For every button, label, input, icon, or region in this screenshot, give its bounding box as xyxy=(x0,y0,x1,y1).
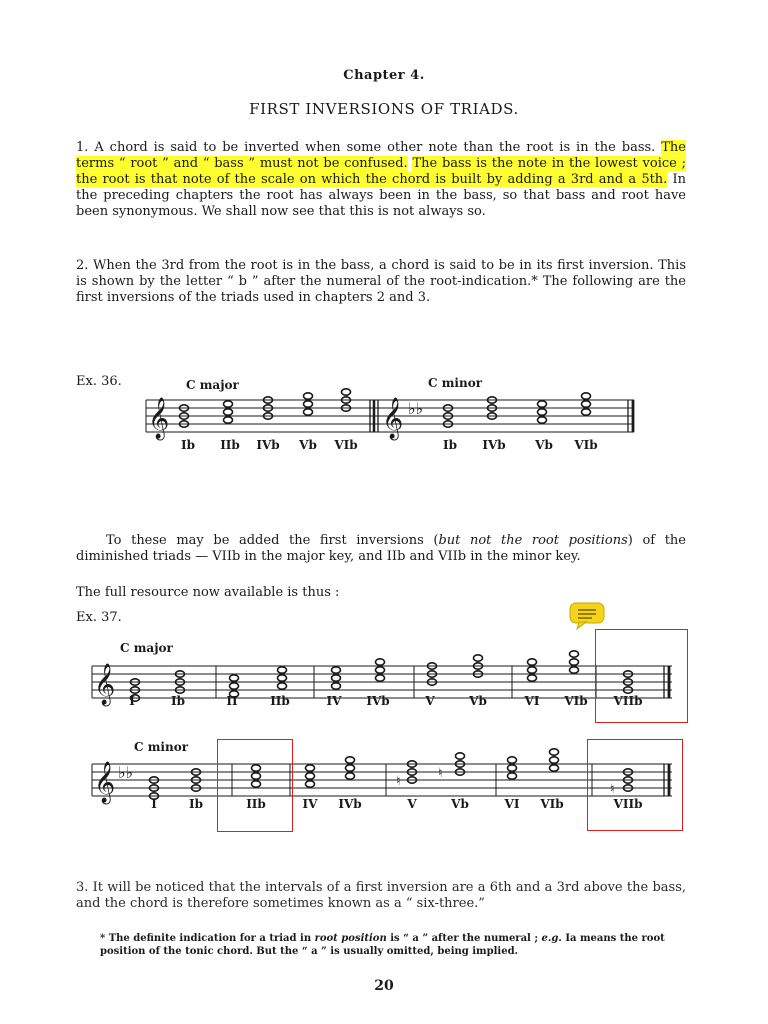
numeral: VI xyxy=(524,694,540,708)
example-36-label: Ex. 36. xyxy=(76,374,122,389)
numeral: II xyxy=(226,694,238,708)
paragraph-1-tail: In the preceding chapters the root has always been in the bass, so that bass and root have been synonymous. We shall now see that this is not always so. xyxy=(76,172,687,219)
annotation-box-major-viib[interactable] xyxy=(595,629,688,723)
numeral: VIIb xyxy=(613,797,643,811)
numeral: IIb xyxy=(246,797,266,811)
numeral: IVb xyxy=(482,438,506,452)
numeral: IV xyxy=(302,797,318,811)
numeral: Ib xyxy=(170,694,185,708)
paragraph-4: The full resource now available is thus : xyxy=(76,585,340,600)
highlight-1[interactable]: The terms “ root ” and “ bass ” must not be confused. xyxy=(76,140,686,171)
comment-icon[interactable] xyxy=(569,602,605,630)
example-37-major-label: C major xyxy=(120,641,173,655)
numeral: V xyxy=(407,797,417,811)
numeral: Vb xyxy=(469,694,487,708)
numeral: IVb xyxy=(256,438,280,452)
numeral: Ib xyxy=(442,438,457,452)
paragraph-5: 3. It will be noticed that the intervals of a first inversion are a 6th and a 3rd above the bass, and the chord is therefore sometimes known as a “ six-three.” xyxy=(76,880,686,911)
natural-icon: ♮ xyxy=(396,774,401,789)
highlight-3[interactable]: the root is that note of the scale on which the chord is built by adding a 3rd and a 5th. xyxy=(76,172,668,187)
numeral: Ib xyxy=(180,438,195,452)
numeral: IVb xyxy=(338,797,362,811)
example-37-label: Ex. 37. xyxy=(76,610,122,625)
numeral: V xyxy=(425,694,435,708)
numeral: IV xyxy=(326,694,342,708)
paragraph-1 xyxy=(76,140,686,220)
page-number: 20 xyxy=(374,978,394,994)
numeral: I xyxy=(151,797,157,811)
numeral: Vb xyxy=(535,438,553,452)
annotation-box-minor-viib[interactable] xyxy=(587,739,683,831)
numeral: VIb xyxy=(334,438,358,452)
footnote: * The definite indication for a triad in root position is “ a ” after the numeral ; e.g. Ia means the root position of the tonic chord. But the “ a ” is usually omitted, being implied. xyxy=(100,933,665,957)
treble-clef-icon: 𝄞 xyxy=(382,398,404,439)
natural-icon: ♮ xyxy=(438,766,443,781)
highlight-2[interactable]: The bass is the note in the lowest voice ; xyxy=(412,156,686,171)
numeral: IVb xyxy=(366,694,390,708)
numeral: I xyxy=(129,694,135,708)
flat-icon: ♭♭ xyxy=(118,763,134,782)
example-37-minor-label: C minor xyxy=(134,740,189,754)
numeral: IIb xyxy=(220,438,240,452)
treble-clef-icon: 𝄞 xyxy=(148,398,170,439)
numeral: VIb xyxy=(540,797,564,811)
numeral: VIb xyxy=(564,694,588,708)
numeral: Ib xyxy=(188,797,203,811)
paragraph-3: To these may be added the first inversions (but not the root positions) of the diminished triads — VIIb in the major key, and IIb and VIIb in the minor key. xyxy=(76,533,686,564)
chapter-heading: Chapter 4. xyxy=(343,68,425,83)
example-36-major-label: C major xyxy=(186,378,239,392)
numeral: Vb xyxy=(451,797,469,811)
example-36-minor-label: C minor xyxy=(428,376,483,390)
page-title: FIRST INVERSIONS OF TRIADS. xyxy=(249,100,519,118)
example-36-staff xyxy=(146,394,636,438)
treble-clef-icon: 𝄞 xyxy=(94,664,116,705)
paragraph-2: 2. When the 3rd from the root is in the bass, a chord is said to be in its first inversion. This is shown by the letter “ b ” after the numeral of the root-indication.* The following are the first inversions of the triads used in chapters 2 and 3. xyxy=(76,258,686,305)
numeral: Vb xyxy=(299,438,317,452)
numeral: VIb xyxy=(574,438,598,452)
flat-icon: ♭♭ xyxy=(408,399,424,418)
annotation-box-minor-iib[interactable] xyxy=(217,739,293,832)
numeral: VIIb xyxy=(613,694,643,708)
numeral: IIb xyxy=(270,694,290,708)
natural-icon: ♮ xyxy=(610,782,615,797)
treble-clef-icon: 𝄞 xyxy=(94,762,116,803)
paragraph-1-lead: 1. A chord is said to be inverted when some other note than the root is in the bass. xyxy=(76,140,662,155)
numeral: VI xyxy=(504,797,520,811)
